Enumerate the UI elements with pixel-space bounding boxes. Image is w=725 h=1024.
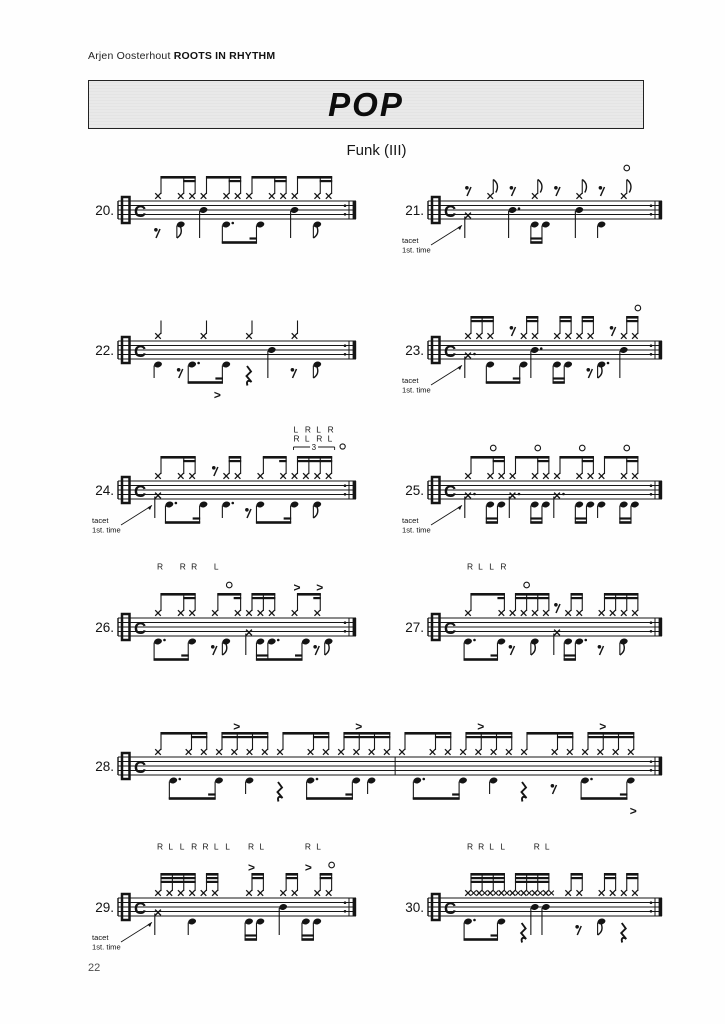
- svg-text:29.: 29.: [95, 900, 114, 915]
- svg-text:>: >: [248, 860, 256, 875]
- svg-text:>: >: [233, 719, 241, 734]
- svg-text:C: C: [444, 202, 457, 221]
- svg-text:3: 3: [311, 443, 317, 452]
- svg-text:R: R: [467, 561, 474, 572]
- svg-text:27.: 27.: [405, 620, 424, 635]
- svg-text:L: L: [293, 424, 299, 435]
- svg-text:C: C: [444, 899, 457, 918]
- exercise-29: [88, 837, 358, 977]
- svg-text:L: L: [259, 841, 265, 852]
- svg-text:25.: 25.: [405, 483, 424, 498]
- svg-text:L: L: [304, 433, 310, 444]
- svg-text:1st. time: 1st. time: [402, 245, 431, 255]
- notation-staff-28: [88, 696, 664, 836]
- exercise-24: [88, 420, 358, 560]
- svg-text:R: R: [179, 561, 186, 572]
- svg-text:R: R: [293, 433, 300, 444]
- svg-text:C: C: [134, 482, 147, 501]
- notation-staff-22: [88, 280, 358, 420]
- svg-text:>: >: [355, 719, 363, 734]
- notation-staff-21: [398, 140, 664, 280]
- svg-text:>: >: [599, 719, 607, 734]
- svg-text:>: >: [316, 580, 324, 595]
- exercise-20: [88, 140, 358, 280]
- svg-text:1st. time: 1st. time: [92, 525, 121, 535]
- svg-text:20.: 20.: [95, 203, 114, 218]
- exercise-27: [398, 557, 664, 697]
- style-subtitle: Funk (III): [346, 142, 407, 159]
- svg-text:L: L: [500, 841, 506, 852]
- section-banner: [88, 80, 644, 129]
- svg-text:R: R: [157, 841, 164, 852]
- svg-text:R: R: [304, 424, 311, 435]
- svg-text:R: R: [533, 841, 540, 852]
- svg-text:R: R: [478, 841, 485, 852]
- exercise-22: [88, 280, 358, 420]
- svg-text:C: C: [134, 202, 147, 221]
- svg-text:tacet: tacet: [402, 236, 419, 245]
- svg-text:22.: 22.: [95, 343, 114, 358]
- svg-text:C: C: [134, 619, 147, 638]
- svg-text:>: >: [477, 719, 485, 734]
- svg-text:L: L: [168, 841, 174, 852]
- svg-text:R: R: [202, 841, 209, 852]
- svg-text:26.: 26.: [95, 620, 114, 635]
- svg-text:L: L: [489, 841, 494, 852]
- notation-staff-30: [398, 837, 664, 977]
- svg-text:tacet: tacet: [92, 933, 109, 942]
- svg-text:R: R: [327, 424, 334, 435]
- svg-text:C: C: [444, 342, 457, 361]
- svg-text:>: >: [213, 388, 221, 402]
- exercise-28: [88, 696, 664, 836]
- svg-text:R: R: [467, 841, 474, 852]
- exercise-25: [398, 420, 664, 560]
- notation-staff-24: [88, 420, 358, 560]
- svg-text:L: L: [316, 841, 321, 852]
- exercise-30: [398, 837, 664, 977]
- page-number: 22: [88, 962, 101, 974]
- svg-text:L: L: [327, 433, 333, 444]
- exercise-23: [398, 280, 664, 420]
- svg-text:R: R: [157, 561, 164, 572]
- svg-text:21.: 21.: [405, 203, 424, 218]
- svg-text:1st. time: 1st. time: [402, 385, 431, 395]
- svg-text:tacet: tacet: [402, 516, 419, 525]
- svg-text:C: C: [134, 758, 147, 777]
- section-title: POP: [328, 85, 404, 123]
- svg-text:L: L: [544, 841, 550, 852]
- svg-text:L: L: [179, 841, 185, 852]
- notation-staff-27: [398, 557, 664, 697]
- svg-text:L: L: [316, 424, 321, 435]
- svg-text:R: R: [191, 561, 198, 572]
- svg-text:1st. time: 1st. time: [402, 525, 431, 535]
- svg-text:tacet: tacet: [92, 516, 109, 525]
- svg-text:C: C: [444, 619, 457, 638]
- svg-text:tacet: tacet: [402, 376, 419, 385]
- svg-text:R: R: [500, 561, 507, 572]
- svg-text:1st. time: 1st. time: [92, 942, 121, 952]
- svg-text:28.: 28.: [95, 759, 114, 774]
- svg-text:C: C: [444, 482, 457, 501]
- svg-text:>: >: [293, 580, 301, 595]
- header-book-title: ROOTS IN RHYTHM: [173, 50, 276, 62]
- svg-text:23.: 23.: [405, 343, 424, 358]
- notation-staff-29: [88, 837, 358, 977]
- svg-text:C: C: [134, 342, 147, 361]
- notation-staff-20: [88, 140, 358, 280]
- notation-staff-26: [88, 557, 358, 697]
- exercise-21: [398, 140, 664, 280]
- svg-text:>: >: [304, 860, 312, 875]
- svg-text:L: L: [213, 841, 219, 852]
- svg-text:C: C: [134, 899, 147, 918]
- page-header: [88, 50, 275, 62]
- svg-text:24.: 24.: [95, 483, 114, 498]
- exercise-26: [88, 557, 358, 697]
- svg-text:L: L: [478, 561, 483, 572]
- svg-text:30.: 30.: [405, 900, 424, 915]
- svg-text:R: R: [316, 433, 323, 444]
- svg-text:L: L: [213, 561, 219, 572]
- svg-text:R: R: [304, 841, 311, 852]
- svg-text:>: >: [629, 804, 637, 818]
- header-author: Arjen Oosterhout: [88, 50, 171, 62]
- svg-text:R: R: [191, 841, 198, 852]
- notation-staff-25: [398, 420, 664, 560]
- svg-text:L: L: [489, 561, 494, 572]
- notation-staff-23: [398, 280, 664, 420]
- svg-text:L: L: [225, 841, 230, 852]
- svg-text:R: R: [248, 841, 255, 852]
